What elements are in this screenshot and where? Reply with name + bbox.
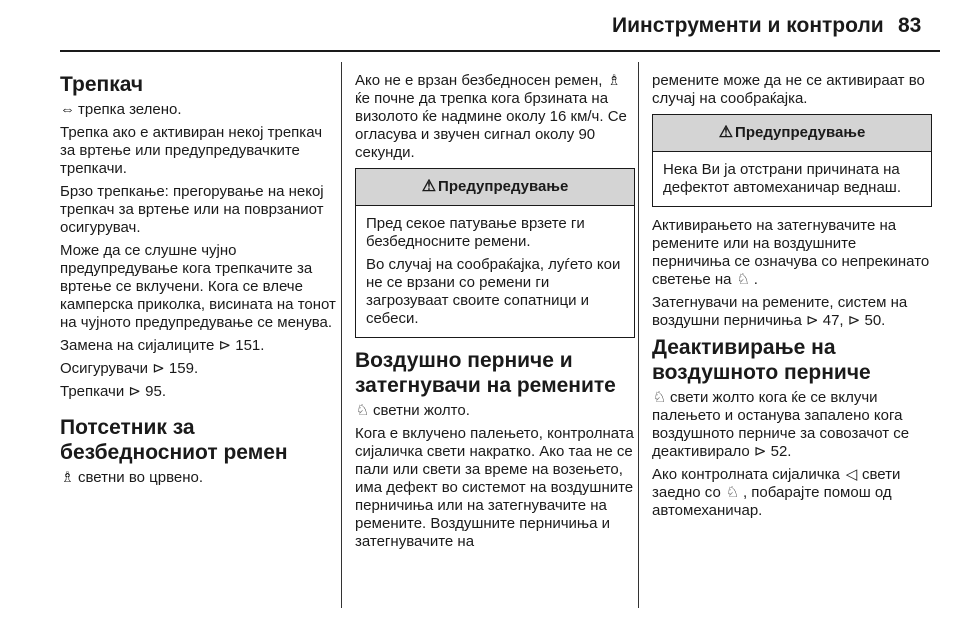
header-rule (60, 50, 940, 52)
turn-signal-icon: ⇔ (60, 101, 75, 118)
paragraph: Ако контролната сијаличка ◁ свети заедно со ♘ , побарајте помош од автомеханичар. (652, 466, 901, 519)
warning-header: ⚠ Предупредување (356, 169, 634, 206)
cross-reference[interactable]: Замена на сијалиците ⊳ 151. (60, 337, 265, 354)
warning-box (355, 168, 635, 338)
warning-text: Во случај на сообраќајка, луѓето кои не се врзани со ремени ги загрозуваат своите сопатници и себеси. (366, 256, 621, 327)
cross-reference[interactable]: Трепкачи ⊳ 95. (60, 383, 166, 400)
paragraph: Ако не е врзан безбедносен ремен, ♗ќе почне да трепка кога брзината на визолото ќе надмине околу 16 км/ч. Се огласува и звучен сигнал околу 90 секунди. (355, 72, 627, 161)
paragraph: Може да се слушне чујно предупредување кога трепкачите за вртење се вклучени. Кога се влече камперска приколка, висината на тонот на чујното предупредување се менува. (60, 242, 336, 331)
airbag-icon: ♘ (725, 484, 740, 501)
seat-belt-icon: ♗ (60, 469, 75, 486)
paragraph: Трепка ако е активиран некој трепкач за вртење или предупредувачките трепкачи. (60, 124, 323, 177)
airbag-icon: ♘ (355, 402, 370, 419)
warning-triangle-icon: ⚠ (718, 124, 734, 141)
section-heading-turn-signal: Трепкач (60, 73, 144, 96)
paragraph: Брзо трепкање: прегорување на некој трепкач за вртење или на поврзаниот осигурувач. (60, 183, 324, 236)
page-header-title: Иинструменти и контроли (612, 14, 884, 37)
column-divider-1 (341, 62, 342, 608)
seat-belt-icon: ♗ (607, 72, 621, 89)
column-right (652, 72, 932, 525)
cross-reference[interactable]: Осигурувачи ⊳ 159. (60, 360, 199, 377)
paragraph: Активирањето на затегнувачите на ремените или на воздушните перничиња се означува со непрекинато светење на ♘ . (652, 217, 930, 288)
section-heading-airbag-deactivation: Деактивирање на воздушното перниче (652, 336, 871, 384)
paragraph: ♘ свети жолто кога ќе се вклучи палењето и останува запалено кога воздушното перниче за совозачот се деактивирало ⊳ 52. (652, 389, 910, 460)
airbag-off-icon: ♘ (652, 389, 667, 406)
page-number: 83 (898, 14, 922, 37)
warning-text: Нека Ви ја отстрани причината на дефектот автомеханичар веднаш. (663, 161, 902, 196)
warning-box (652, 114, 932, 207)
paragraph: ⇔ трепка зелено. (60, 101, 182, 118)
warning-triangle-icon: ⚠ (421, 178, 437, 195)
paragraph: Затегнувачи на ремените, систем на воздушни перничиња ⊳ 47, ⊳ 50. (652, 294, 908, 329)
paragraph: Кога е вклучено палењето, контролната сијаличка свети накратко. Ако таа не се пали или свети за време на возењето, има дефект во системот на воздушните перничиња или на затегнувачите на ремените. Воздушните перничиња и затегнувачите на (355, 425, 634, 550)
warning-header: ⚠ Предупредување (653, 115, 931, 152)
section-heading-seat-belt-reminder: Потсетник за безбедносниот ремен (60, 416, 288, 464)
warning-text: Пред секое патување врзете ги безбедносните ремени. (366, 215, 585, 250)
section-heading-airbag: Воздушно перниче и затегнувачи на ремените (355, 349, 616, 397)
paragraph: ♘ светни жолто. (355, 402, 470, 419)
airbag-icon: ♘ (736, 271, 750, 288)
column-divider-2 (638, 62, 639, 608)
airbag-lamp-icon: ◁ (845, 466, 858, 483)
column-middle (355, 72, 635, 556)
paragraph: ремените може да не се активираат во случај на сообраќајка. (652, 72, 925, 107)
paragraph: ♗ светни во црвено. (60, 469, 204, 486)
column-left (60, 72, 340, 492)
